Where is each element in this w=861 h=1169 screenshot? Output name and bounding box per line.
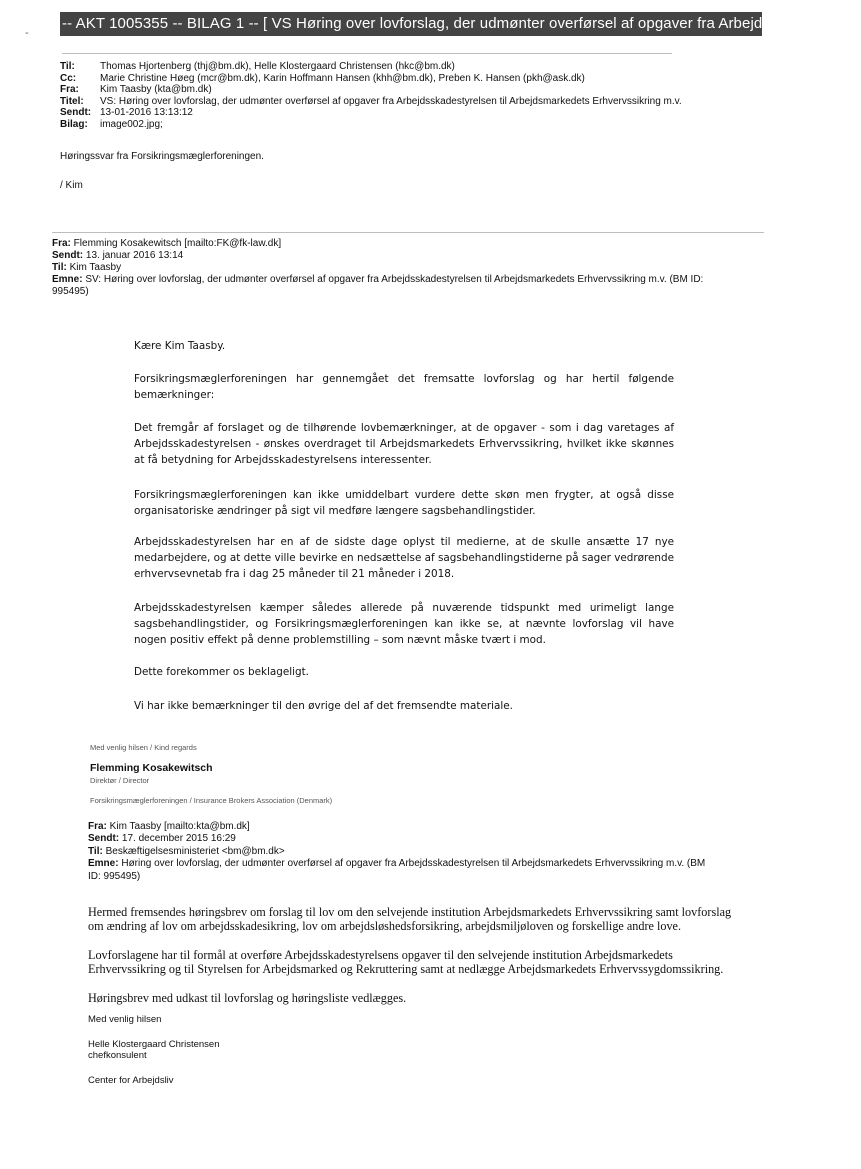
forward-from-value: Kim Taasby [mailto:kta@bm.dk]	[106, 821, 250, 832]
letter-paragraph-7	[134, 698, 674, 714]
forward-header-2	[88, 821, 748, 883]
forward-sent-value: 13. januar 2016 13:14	[83, 250, 184, 261]
signature-title: Direktør / Director	[90, 776, 150, 785]
header-value: Kim Taasby (kta@bm.dk)	[100, 84, 212, 96]
paragraph: Forsikringsmæglerforeningen kan ikke umiddelbart vurdere dette skøn men frygter, at også disse organisatoriske ændringer på sigt vil medføre længere sagsbehandlingstider.	[134, 489, 674, 517]
forward-sent-label: Sendt:	[52, 250, 84, 261]
body2-paragraph-1	[88, 905, 738, 933]
paragraph: Vi har ikke bemærkninger til den øvrige del af det fremsendte materiale.	[134, 700, 513, 712]
intro-sign: / Kim	[60, 180, 83, 191]
letter-paragraph-6	[134, 664, 674, 680]
forward-to-label: Til:	[88, 845, 103, 857]
header-rule	[62, 53, 672, 54]
header-value: image002.jpg;	[100, 118, 163, 130]
forward-to-value: Kim Taasby	[66, 262, 122, 273]
paragraph: Hermed fremsendes høringsbrev om forslag til lov om den selvejende institution Arbejdsmarkedets Erhvervssikring samt lovforslag om ændring af lov om arbejdsskadesikring, lov om arbejdsløshedsforsikring, arbejdsmiljøloven og forskellige andre love.	[88, 905, 732, 933]
header-value: 13-01-2016 13:13:12	[100, 107, 193, 119]
forward-to-label: Til:	[52, 262, 67, 273]
letter-paragraph-4	[134, 534, 674, 582]
letter-paragraph-1	[134, 371, 674, 403]
forward-subject-cont: 995495)	[52, 286, 89, 297]
forward-sent-value: 17. december 2015 16:29	[119, 833, 236, 845]
header-row-sent	[60, 107, 682, 119]
header-value: Marie Christine Høeg (mcr@bm.dk), Karin Hoffmann Hansen (khh@bm.dk), Preben K. Hansen (pkh@ask.dk)	[100, 72, 585, 84]
header-key: Fra:	[60, 84, 79, 96]
signature2-name: Helle Klostergaard Christensen	[88, 1039, 220, 1050]
forward-subject-cont: ID: 995495)	[88, 870, 141, 882]
margin-mark: -	[25, 27, 29, 39]
forward-subject-value: Høring over lovforslag, der udmønter overførsel af opgaver fra Arbejdsskadestyrelsen til Arbejdsmarkedets Erhvervssikring m.v. (BM	[118, 858, 706, 870]
forward-subject-value: SV: Høring over lovforslag, der udmønter overførsel af opgaver fra Arbejdsskadestyrelsen til Arbejdsmarkedets Erhvervssikring m.v. (BM ID:	[82, 274, 704, 285]
header-key: Til:	[60, 61, 75, 72]
header-row-title	[60, 96, 682, 108]
paragraph: Dette forekommer os beklageligt.	[134, 666, 309, 678]
forward-to-value: Beskæftigelsesministeriet <bm@bm.dk>	[102, 845, 285, 857]
forward-from-label: Fra:	[52, 238, 71, 249]
paragraph: Arbejdsskadestyrelsen kæmper således allerede på nuværende tidspunkt med urimeligt lange sagsbehandlingstider, og Forsikringsmæglerforeningen kan ikke se, at nævnte lovforslag vil have nogen positiv effekt på denne problemstilling – som nævnt måske tvært i mod.	[134, 602, 674, 646]
header-row-attachment	[60, 119, 682, 131]
header-value: Thomas Hjortenberg (thj@bm.dk), Helle Klostergaard Christensen (hkc@bm.dk)	[100, 61, 455, 72]
header-row-from	[60, 84, 682, 96]
signature2-regards: Med venlig hilsen	[88, 1014, 162, 1025]
forward-sent-label: Sendt:	[88, 833, 120, 845]
forward-from-label: Fra:	[88, 821, 107, 832]
letter-paragraph-2	[134, 420, 674, 468]
paragraph: Høringsbrev med udkast til lovforslag og høringsliste vedlægges.	[88, 991, 407, 1005]
paragraph: Arbejdsskadestyrelsen har en af de sidste dage oplyst til medierne, at de skulle ansætte 17 nye medarbejdere, og at dette ville bevirke en nedsættelse af sagsbehandlingstiderne på sager vedrørende erhvervsevnetab fra i dag 25 måneder til 21 måneder i 2018.	[134, 536, 674, 580]
signature-name: Flemming Kosakewitsch	[90, 762, 213, 774]
forward-header-1	[52, 238, 772, 298]
document-banner: -- AKT 1005355 -- BILAG 1 -- [ VS Høring over lovforslag, der udmønter overførsel af opgaver fra Arbejdsskadestyr... --	[60, 12, 762, 36]
email-header	[60, 61, 682, 131]
forward-subject-label: Emne:	[52, 274, 83, 285]
header-key: Cc:	[60, 72, 77, 84]
forward-from-value: Flemming Kosakewitsch [mailto:FK@fk-law.dk]	[70, 238, 282, 249]
letter-greeting	[134, 338, 674, 354]
signature-regards: Med venlig hilsen / Kind regards	[90, 743, 197, 752]
forward-rule	[52, 232, 764, 233]
header-key: Sendt:	[60, 107, 92, 119]
intro-line: Høringssvar fra Forsikringsmæglerforeningen.	[60, 151, 264, 162]
header-row-to	[60, 61, 682, 73]
forward-subject-label: Emne:	[88, 858, 119, 870]
paragraph: Det fremgår af forslaget og de tilhørende lovbemærkninger, at de opgaver - som i dag varetages af Arbejdsskadestyrelsen - ønskes overdraget til Arbejdsmarkedets Erhvervssikring, hvilket ikke skønnes at få betydning for Arbejdsskadestyrelsens interessenter.	[134, 422, 674, 466]
body2-paragraph-2	[88, 948, 738, 976]
greeting: Kære Kim Taasby.	[134, 340, 226, 352]
paragraph: Forsikringsmæglerforeningen har gennemgået det fremsatte lovforslag og har hertil følgende bemærkninger:	[134, 373, 674, 401]
paragraph: Lovforslagene har til formål at overføre Arbejdsskadestyrelsens opgaver til den selvejende institution Arbejdsmarkedets Erhvervssikring og til Styrelsen for Arbejdsmarked og Rekruttering samt at nedlægge Arbejdsmarkedets Erhvervssygdomssikring.	[88, 948, 724, 976]
header-key: Bilag:	[60, 118, 88, 130]
header-value: VS: Høring over lovforslag, der udmønter overførsel af opgaver fra Arbejdsskadestyrelsen til Arbejdsmarkedets Erhvervssikring m.v.	[100, 95, 682, 107]
header-row-cc	[60, 73, 682, 85]
letter-paragraph-5	[134, 600, 674, 648]
signature2-title: chefkonsulent	[88, 1050, 147, 1061]
signature-org: Forsikringsmæglerforeningen / Insurance Brokers Association (Denmark)	[90, 796, 333, 805]
signature2-org: Center for Arbejdsliv	[88, 1075, 174, 1086]
letter-paragraph-3	[134, 487, 674, 519]
header-key: Titel:	[60, 95, 84, 107]
body2-paragraph-3	[88, 991, 738, 1005]
